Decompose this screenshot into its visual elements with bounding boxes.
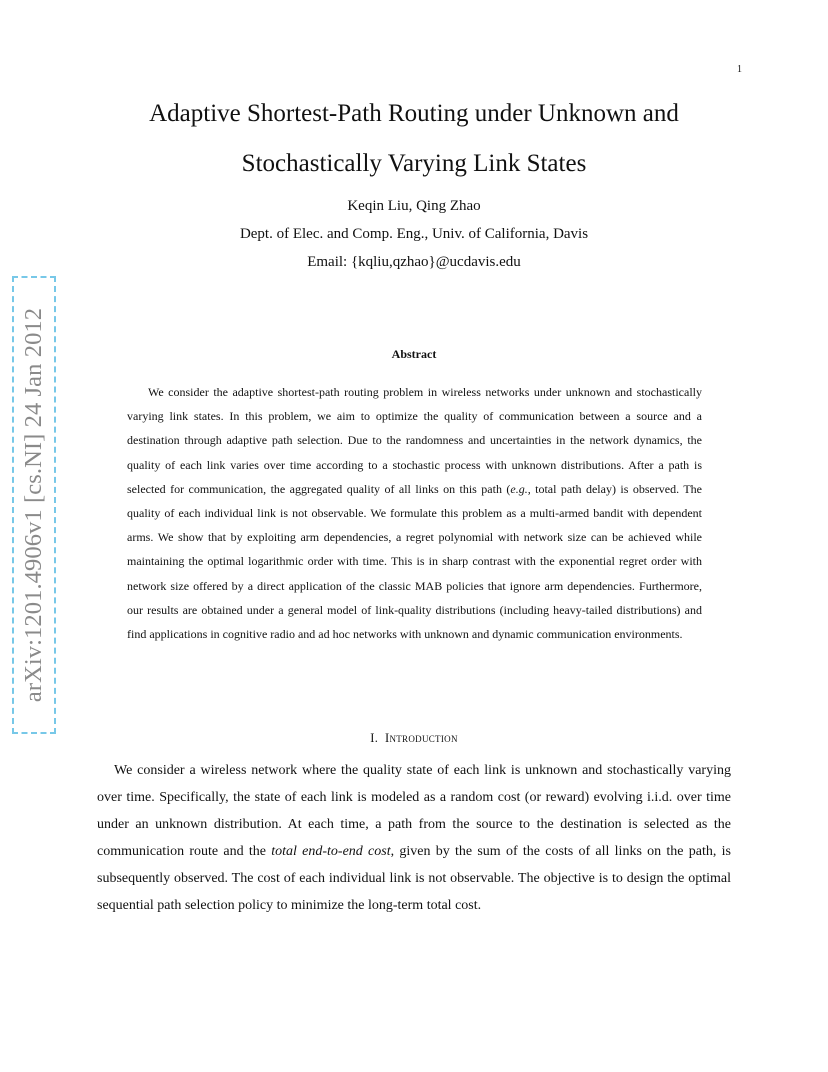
intro-text-part-2: , given by the sum of the costs of all links on the path, is subsequently observed. The cost of each individual link is not observable. The objective is to design the optimal sequential path selection policy to minimize the long-term total cost. <box>97 844 731 913</box>
arxiv-identifier: arXiv:1201.4906v1 [cs.NI] 24 Jan 2012 <box>20 307 47 703</box>
abstract-eg: e.g., <box>510 481 531 496</box>
intro-italic-phrase: total end-to-end cost <box>271 844 391 859</box>
author-affiliation: Dept. of Elec. and Comp. Eng., Univ. of California, Davis <box>239 226 589 242</box>
abstract-heading: Abstract <box>391 347 437 361</box>
section-title: Introduction <box>384 731 458 745</box>
arxiv-stamp <box>12 276 56 734</box>
intro-text-part-1: We consider a wireless network where the quality state of each link is unknown and stochastically varying over time. Specifically, the state of each link is modeled as a random cost (or reward) evolving i.i.d. over time under an unknown distribution. At each time, a path from the source to the destination is selected as the communication route and the <box>97 763 731 859</box>
paper-title-line-1: Adaptive Shortest-Path Routing under Unknown and <box>149 100 679 127</box>
section-heading-introduction <box>90 729 738 747</box>
author-names: Keqin Liu, Qing Zhao <box>347 198 481 214</box>
abstract-text-part-2: total path delay) is observed. The quality of each individual link is not observable. We formulate this problem as a multi-armed bandit with dependent arms. We show that by exploiting arm dependencies, a regret polynomial with network size can be achieved while maintaining the optimal logarithmic order with time. This is in sharp contrast with the exponential regret order with network size offered by a direct application of the classic MAB policies that ignore arm dependencies. Furthermore, our results are obtained under a general model of link-quality distributions (including heavy-tailed distributions) and find applications in cognitive radio and ad hoc networks with unknown and dynamic communication environments. <box>127 481 703 642</box>
author-email: Email: {kqliu,qzhao}@ucdavis.edu <box>307 254 521 270</box>
page-number: 1 <box>737 64 742 75</box>
abstract-text-part-1: We consider the adaptive shortest-path routing problem in wireless networks under unknown and stochastically varying link states. In this problem, we aim to optimize the quality of communication between a source and a destination through adaptive path selection. Due to the randomness and uncertainties in the network dynamics, the quality of each link varies over time according to a stochastic process with unknown distributions. After a path is selected for communication, the aggregated quality of all links on this path ( <box>127 385 702 496</box>
abstract-body <box>127 380 702 646</box>
introduction-paragraph <box>97 757 731 919</box>
paper-title-line-2: Stochastically Varying Link States <box>241 150 587 177</box>
paper-title <box>90 89 738 189</box>
author-block <box>90 192 738 276</box>
section-numeral: I. <box>370 731 379 745</box>
